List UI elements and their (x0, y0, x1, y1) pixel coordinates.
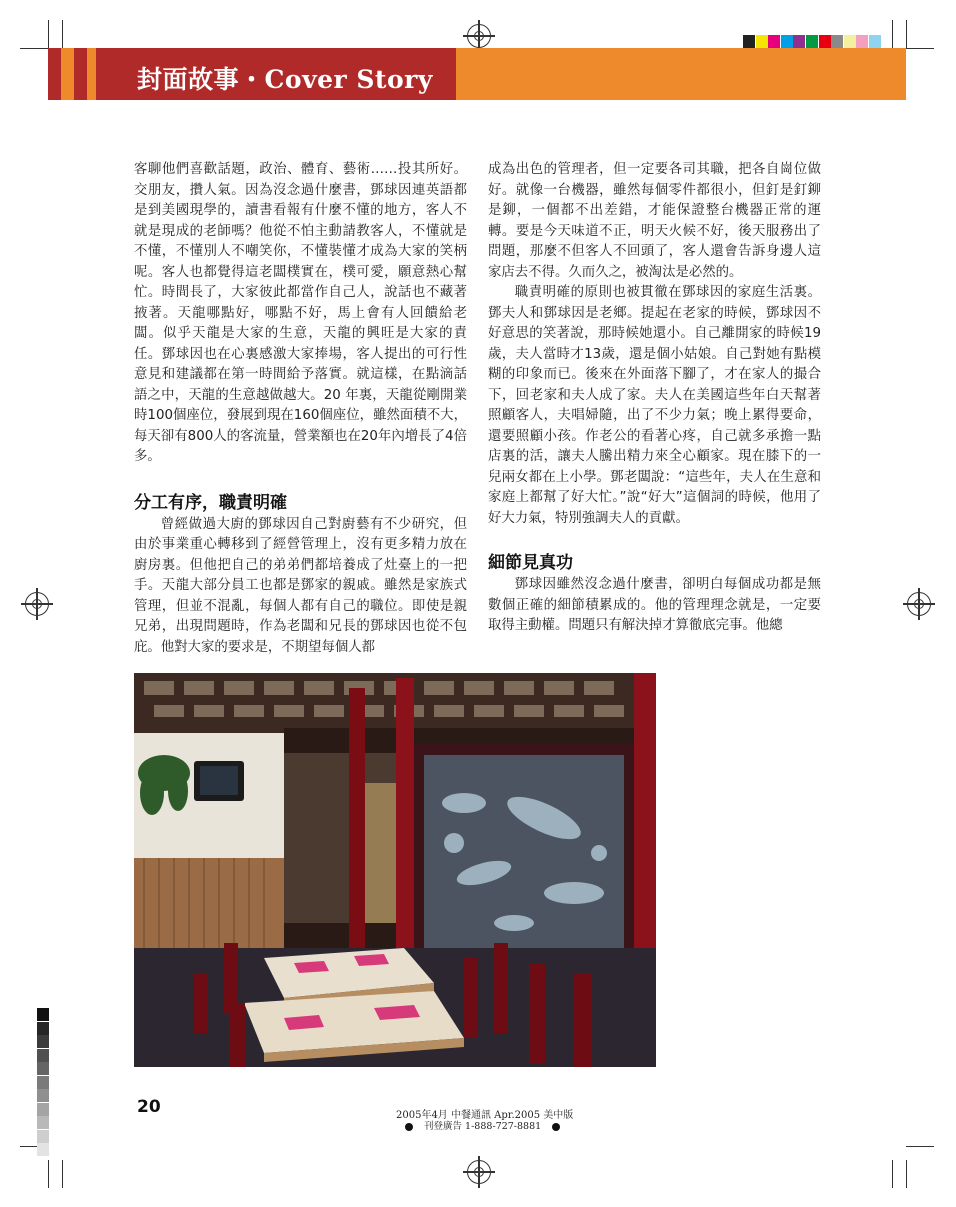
registration-mark-top (467, 24, 491, 48)
section-subheading: 分工有序，職責明確 (134, 492, 287, 513)
registration-mark-bottom (467, 1160, 491, 1184)
gray-swatch (37, 1103, 49, 1116)
restaurant-interior-photo (134, 673, 656, 1067)
color-swatch (793, 35, 805, 48)
color-swatch (756, 35, 768, 48)
banner-red-stripe (48, 48, 61, 100)
gray-swatch (37, 1008, 49, 1021)
banner-red-stripe (74, 48, 87, 100)
color-swatch (768, 35, 780, 48)
article-paragraph: 成為出色的管理者，但一定要各司其職，把各自崗位做好。就像一台機器，雖然每個零件都很小，但釘是釘鉚是鉚，一個都不出差錯，才能保證整台機器正常的運轉。要是今天味道不正，明天火候不好，後天服務出了問題，那麼不但客人不回頭了，客人還會告訴身邊人這家店去不得。久而久之，被淘汰是必然的。 (488, 162, 821, 280)
gray-swatch (37, 1089, 49, 1102)
color-swatch (831, 35, 843, 48)
registration-mark-left (25, 592, 49, 616)
gray-swatch (37, 1049, 49, 1062)
issue-info: 2005年4月 中餐通訊 Apr.2005 美中版 (396, 1110, 574, 1121)
article-paragraph: 曾經做過大廚的鄧球因自己對廚藝有不少研究，但由於事業重心轉移到了經營管理上，沒有更多精力放在廚房裏。但他把自己的弟弟們都培養成了灶臺上的一把手。天龍大部分員工也都是鄧家的親戚。雖然是家族式管理，但並不混亂，每個人都有自己的職位。即使是親兄弟，出現問題時，作為老闆和兄長的鄧球因也從不包庇。他對大家的要求是，不期望每個人都 (134, 516, 467, 655)
article-column-right (488, 160, 821, 637)
gray-swatch (37, 1062, 49, 1075)
section-subheading: 細節見真功 (488, 553, 573, 573)
section-title: 封面故事・Cover Story (137, 65, 433, 94)
color-swatch (869, 35, 881, 48)
color-swatch (806, 35, 818, 48)
article-paragraph: 鄧球因雖然沒念過什麼書，卻明白每個成功都是無數個正確的細節積累成的。他的管理理念就是，一定要取得主動權。問題只有解決掉才算徹底完事。他總 (488, 577, 821, 633)
gray-swatch (37, 1143, 49, 1156)
registration-mark-right (907, 592, 931, 616)
bullet-icon (405, 1123, 413, 1131)
bullet-icon (552, 1123, 560, 1131)
page-number: 20 (137, 1097, 161, 1117)
color-swatch (781, 35, 793, 48)
gray-swatch (37, 1076, 49, 1089)
color-swatch (856, 35, 868, 48)
color-swatch (844, 35, 856, 48)
color-swatch (819, 35, 831, 48)
ad-contact-text: 刊登廣告 1-888-727-8881 (424, 1121, 542, 1132)
gray-swatch (37, 1022, 49, 1035)
article-column-left (134, 160, 467, 658)
gray-swatch (37, 1035, 49, 1048)
gray-swatch (37, 1130, 49, 1143)
article-paragraph: 客聊他們喜歡話題，政治、體育、藝術……投其所好。交朋友，攢人氣。因為沒念過什麼書，鄧球因連英語都是到美國現學的，讀書看報有什麼不懂的地方，客人不就是現成的老師嗎？他從不怕主動請教客人，不懂就是不懂，不懂別人不嘲笑你，不懂裝懂才成為大家的笑柄呢。客人也都覺得這老闆樸實在，樸可愛，願意熱心幫忙。時間長了，大家彼此都當作自己人，說話也不藏著掖著。天龍哪點好，哪點不好，馬上會有人回饋給老闆。似乎天龍是大家的生意，天龍的興旺是大家的責任。鄧球因也在心裏感激大家捧場，客人提出的可行性意見和建議都在第一時間給予落實。就這樣，在點滴話語之中，天龍的生意越做越大。20 年裏，天龍從剛開業時100個座位，發展到現在160個座位，雖然面積不大，每天卻有800人的客流量，營業額也在20年內增長了4倍多。 (134, 162, 467, 464)
article-paragraph: 職責明確的原則也被貫徹在鄧球因的家庭生活裏。鄧夫人和鄧球因是老鄉。提起在老家的時候，鄧球因不好意思的笑著說，那時候她還小。自己離開家的時候19歲，夫人當時才13歲，還是個小姑娘。自己對她有點模糊的印象而已。後來在外面落下腳了，才在家人的撮合下，回老家和夫人成了家。夫人在美國這些年白天幫著照顧客人，夫唱婦隨，出了不少力氣；晚上累得要命，還要照顧小孩。作老公的看著心疼，自己就多承擔一點店裏的活，讓夫人騰出精力來全心顧家。現在膝下的一兒兩女都在上小學。鄧老闆說：“這些年，夫人在生意和家庭上都幫了好大忙。”說“好大”這個詞的時候，他用了好大力氣，特別強調夫人的貢獻。 (488, 285, 821, 526)
gray-swatch (37, 1116, 49, 1129)
color-swatch (743, 35, 755, 48)
advertising-contact (405, 1118, 560, 1132)
